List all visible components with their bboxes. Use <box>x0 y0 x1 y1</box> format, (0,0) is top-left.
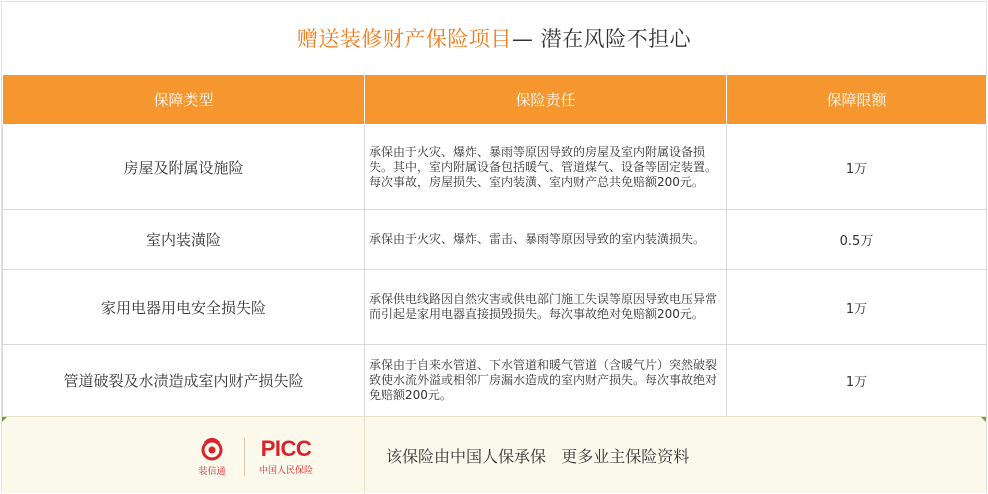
coverage-type: 家用电器用电安全损失险 <box>3 270 365 345</box>
title-subtitle: — 潜在风险不担心 <box>511 27 692 51</box>
coverage-table <box>2 74 987 417</box>
corner-mark <box>2 417 7 422</box>
coverage-description: 承保由于火灾、爆炸、雷击、暴雨等原因导致的室内装潢损失。 <box>365 210 727 270</box>
insurance-panel <box>1 1 987 493</box>
column-header-responsibility: 保险责任 <box>365 75 727 125</box>
title-highlight: 赠送装修财产保险项目 <box>296 27 512 51</box>
table-row <box>3 125 987 210</box>
partner-logos <box>194 435 313 479</box>
column-header-type: 保障类型 <box>3 75 365 125</box>
footer-banner <box>2 416 986 493</box>
footer-divider <box>364 417 365 493</box>
table-header-row <box>3 75 987 125</box>
picc-mark: PICC <box>260 436 312 461</box>
coverage-limit: 1万 <box>727 270 987 345</box>
coverage-description: 承保由于自来水管道、下水管道和暖气管道（含暖气片）突然破裂致使水流外溢或相邻厂房漏水造成的室内财产损失。每次事故绝对免赔额200元。 <box>365 345 727 417</box>
picc-logo <box>259 438 313 476</box>
coverage-type: 管道破裂及水渍造成室内财产损失险 <box>3 345 365 417</box>
coverage-limit: 1万 <box>727 125 987 210</box>
zhuangxintong-icon <box>199 437 225 461</box>
table-row <box>3 270 987 345</box>
page-title <box>2 2 986 74</box>
corner-mark <box>981 417 986 422</box>
zhuangxintong-logo <box>194 437 230 477</box>
zhuangxintong-text: 装信通 <box>198 467 226 477</box>
coverage-type: 房屋及附属设施险 <box>3 125 365 210</box>
logo-divider <box>244 438 245 476</box>
coverage-type: 室内装潢险 <box>3 210 365 270</box>
table-row <box>3 345 987 417</box>
picc-text: 中国人民保险 <box>259 466 314 476</box>
coverage-description: 承保由于火灾、爆炸、暴雨等原因导致的房屋及室内附属设备损失。其中，室内附属设备包括暖气、管道煤气、设备等固定装置。每次事故，房屋损失、室内装潢、室内财产总共免赔额200元。 <box>365 125 727 210</box>
footer-note: 该保险由中国人保承保 更多业主保险资料 <box>386 446 690 466</box>
coverage-limit: 0.5万 <box>727 210 987 270</box>
coverage-description: 承保供电线路因自然灾害或供电部门施工失误等原因导致电压异常而引起是家用电器直接损毁损失。每次事故绝对免赔额200元。 <box>365 270 727 345</box>
coverage-limit: 1万 <box>727 345 987 417</box>
column-header-limit: 保障限额 <box>727 75 987 125</box>
table-row <box>3 210 987 270</box>
